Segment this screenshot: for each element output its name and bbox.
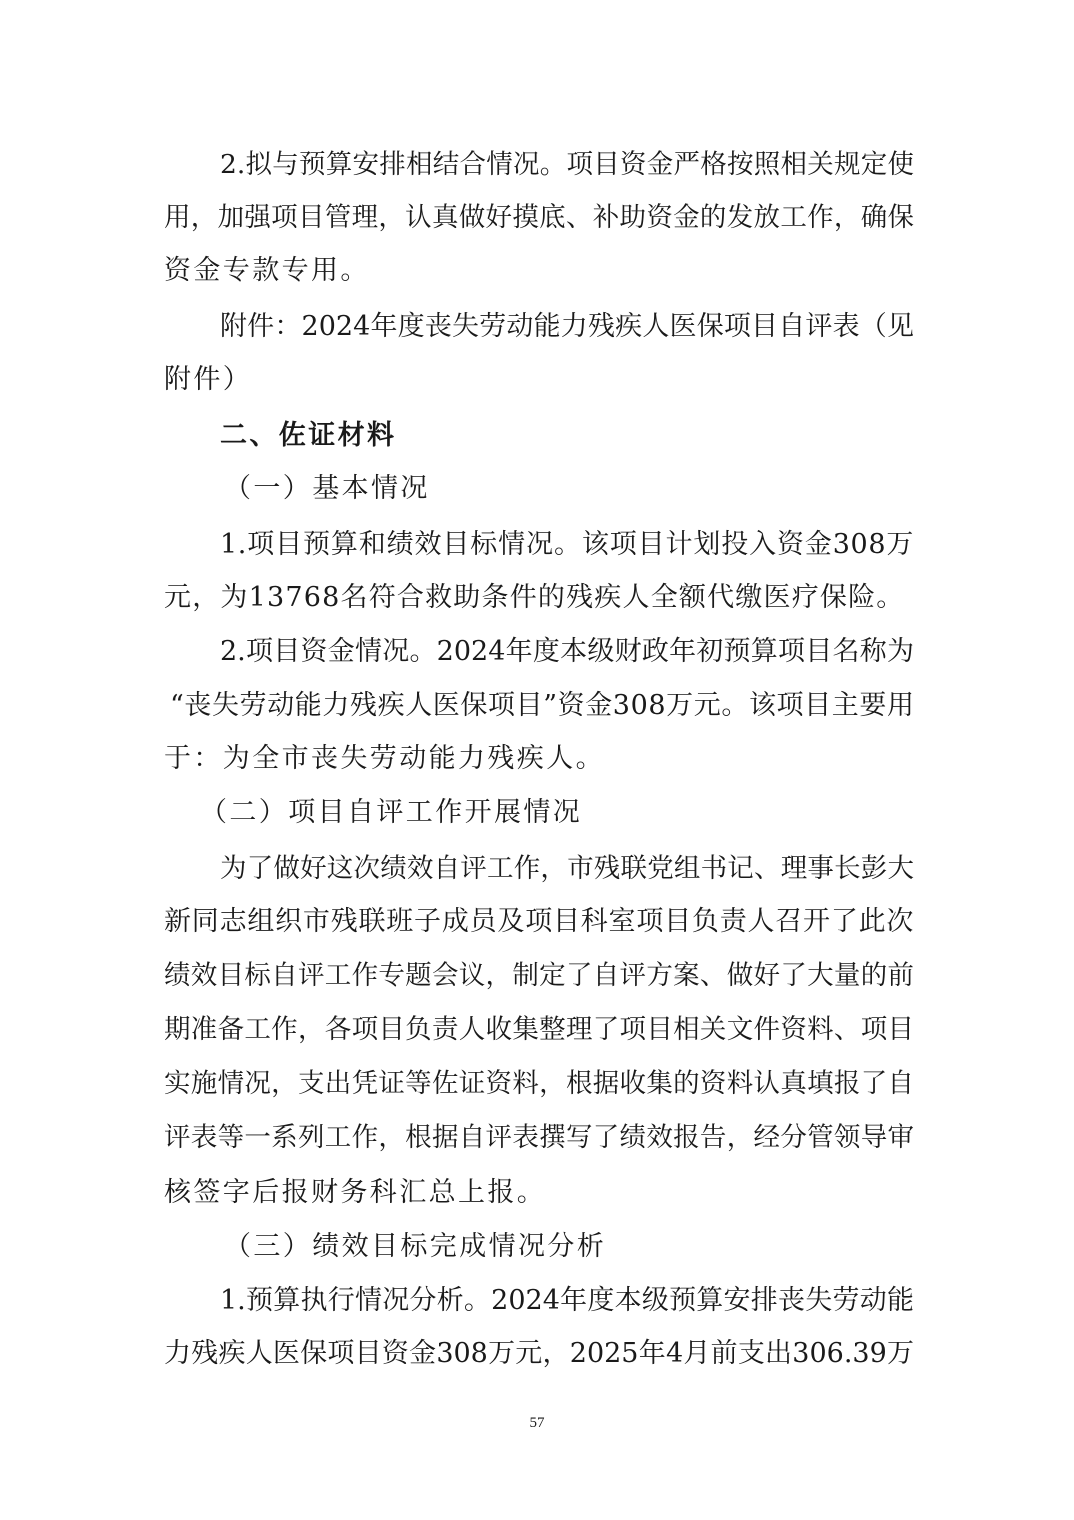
subsection-heading: （二）项目自评工作开展情况 [200, 797, 583, 828]
paragraph-line: 期准备工作，各项目负责人收集整理了项目相关文件资料、项目 [164, 1014, 914, 1045]
attachment-line: 附件：2024年度丧失劳动能力残疾人医保项目自评表（见 [220, 311, 914, 342]
paragraph-line: 新同志组织市残联班子成员及项目科室项目负责人召开了此次 [164, 906, 914, 937]
paragraph-line: 于：为全市丧失劳动能力残疾人。 [164, 743, 605, 774]
subsection-heading: （三）绩效目标完成情况分析 [224, 1231, 607, 1262]
paragraph-line: 2.项目资金情况。2024年度本级财政年初预算项目名称为 [220, 636, 914, 667]
paragraph-line: 2.拟与预算安排相结合情况。项目资金严格按照相关规定使 [220, 149, 914, 180]
paragraph-line: 1.预算执行情况分析。2024年度本级预算安排丧失劳动能 [220, 1285, 914, 1316]
paragraph-line: “丧失劳动能力残疾人医保项目”资金308万元。该项目主要用 [170, 690, 915, 721]
paragraph-line: 评表等一系列工作，根据自评表撰写了绩效报告，经分管领导审 [164, 1122, 914, 1153]
paragraph-line: 实施情况，支出凭证等佐证资料，根据收集的资料认真填报了自 [164, 1068, 914, 1099]
paragraph-line: 力残疾人医保项目资金308万元，2025年4月前支出306.39万 [164, 1338, 914, 1369]
paragraph-line: 核签字后报财务科汇总上报。 [164, 1177, 547, 1208]
attachment-line: 附件） [164, 364, 253, 395]
paragraph-line: 元，为13768名符合救助条件的残疾人全额代缴医疗保险。 [164, 582, 905, 613]
paragraph-line: 资金专款专用。 [164, 255, 370, 286]
page-number: 57 [529, 1415, 545, 1431]
subsection-heading: （一）基本情况 [224, 473, 430, 504]
paragraph-line: 为了做好这次绩效自评工作，市残联党组书记、理事长彭大 [220, 853, 914, 884]
section-heading: 二、佐证材料 [220, 420, 397, 451]
paragraph-line: 绩效目标自评工作专题会议，制定了自评方案、做好了大量的前 [164, 960, 914, 991]
paragraph-line: 1.项目预算和绩效目标情况。该项目计划投入资金308万 [220, 529, 914, 560]
paragraph-line: 用，加强项目管理，认真做好摸底、补助资金的发放工作，确保 [164, 202, 914, 233]
